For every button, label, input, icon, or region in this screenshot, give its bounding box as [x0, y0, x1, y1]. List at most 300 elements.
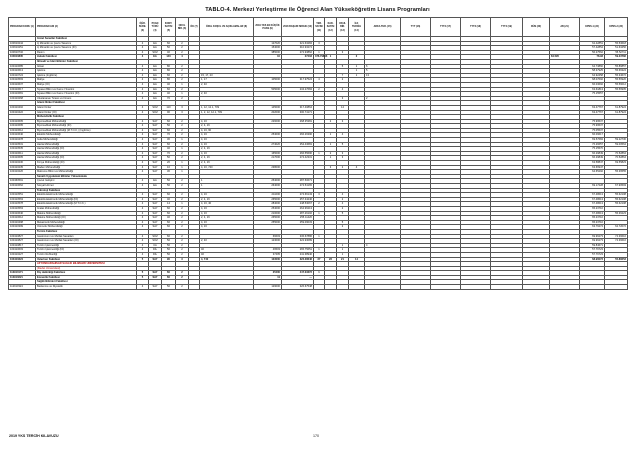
table-cell: 61.87924 [605, 105, 628, 110]
table-cell: 55.36223 [605, 211, 628, 216]
column-header: KONT. SAYISI (5) [162, 18, 176, 37]
table-cell: 40 [162, 50, 176, 55]
table-cell: 2 [176, 216, 189, 221]
table-cell: 60 [162, 119, 176, 124]
table-cell: Mekatronik Mühendisliği [36, 220, 137, 225]
table-cell: 274020 [254, 142, 282, 147]
table-cell: 266.26390 [282, 133, 314, 138]
table-cell: SÖZ [149, 105, 162, 110]
table-cell: Harita Mühendisliği [36, 142, 137, 147]
table-cell: 264000 [254, 184, 282, 189]
table-cell [431, 285, 461, 290]
table-cell: 103410422 [9, 110, 36, 115]
table-cell: EA [149, 87, 162, 92]
table-cell: 2 [176, 271, 189, 276]
table-cell: Siyaset Bilimi ve Kamu Yönetimi (İÖ) [36, 92, 137, 97]
table-cell: EA [149, 96, 162, 101]
table-cell [189, 285, 200, 290]
table-cell: 2 [325, 119, 337, 124]
table-cell: 55.88253 [605, 257, 628, 262]
table-cell: 2 [176, 193, 189, 198]
table-cell: 2 [176, 206, 189, 211]
table-cell: 1 [337, 243, 349, 248]
table-cell: SAY [149, 142, 162, 147]
table-cell: 322.28646 [282, 257, 314, 262]
table-cell: 1 [349, 73, 365, 78]
table-cell: 1 [349, 64, 365, 69]
table-cell: 1 [314, 234, 325, 239]
table-cell: SAY [149, 165, 162, 170]
table-cell: SAY [149, 216, 162, 221]
table-cell: 4 [137, 69, 149, 74]
table-cell: 336.67886 [282, 234, 314, 239]
table-cell: 4 [137, 165, 149, 170]
table-cell: 10 [162, 165, 176, 170]
table-cell: Harita Mühendisliği (İÖ) [36, 147, 137, 152]
table-cell: SÖZ [149, 110, 162, 115]
table-cell: 5 [337, 220, 349, 225]
table-cell: 75.05537 [580, 128, 605, 133]
table-cell: 68.07692 [580, 78, 605, 83]
table-cell: 67.48613 [580, 202, 605, 207]
table-cell: 274.66143 [282, 193, 314, 198]
table-cell: 2 [176, 128, 189, 133]
table-cell: EA [149, 73, 162, 78]
table-cell: 1 [176, 82, 189, 87]
table-cell: 2, 4, 16 [200, 197, 254, 202]
table-cell: 60 [162, 142, 176, 147]
table-cell: 3 [337, 119, 349, 124]
table-cell: 70 [162, 133, 176, 138]
table-cell: 65.23710 [580, 206, 605, 211]
table-cell: 226000 [254, 119, 282, 124]
table-cell: 272.93862 [282, 50, 314, 55]
table-cell: 78.93 [580, 55, 605, 60]
table-cell: 50 [162, 248, 176, 253]
table-cell: İktisadi ve İdari Bilimler Fakültesi [36, 59, 137, 64]
table-cell: SAY [149, 128, 162, 133]
table-cell: 2 [349, 55, 365, 60]
table-cell: Gastronomi ve Mutfak Sanatları (İÖ) [36, 239, 137, 244]
table-cell: EA [149, 92, 162, 97]
table-cell: 145000 [254, 105, 282, 110]
table-cell [365, 285, 401, 290]
table-cell: 103410724 [9, 73, 36, 78]
table-cell: 1 [325, 133, 337, 138]
table-cell: 10 [254, 55, 282, 60]
table-cell: 165000 [254, 151, 282, 156]
table-cell: 2 [176, 220, 189, 225]
table-cell: 210000 [254, 211, 282, 216]
table-cell: 64.73860 [580, 64, 605, 69]
table-cell: 4 [137, 234, 149, 239]
table-cell: 234.27684 [282, 87, 314, 92]
table-cell: 254000 [254, 179, 282, 184]
table-cell: SAY [149, 170, 162, 175]
column-header: DÜN (20) [523, 18, 550, 37]
table-cell: 57.76723 [580, 252, 605, 257]
table-cell: 2 [176, 124, 189, 129]
table-cell: 75.99537 [580, 119, 605, 124]
table-cell: 40 [162, 197, 176, 202]
table-cell: 103410535 [9, 147, 36, 152]
table-cell: 40 [200, 248, 254, 253]
table-cell: İslami İlimler Fakültesi [36, 101, 137, 106]
table-cell: 254.43681 [282, 142, 314, 147]
table-cell: 112910171 [9, 271, 36, 276]
table-cell: 112910221 [9, 275, 36, 280]
table-cell: SAY [149, 193, 162, 198]
table-cell: 4 [137, 82, 149, 87]
table-cell: 265.75651 [282, 248, 314, 253]
table-cell: 103410230 [9, 161, 36, 166]
table-cell: 103410531 [9, 142, 36, 147]
table-cell: Kimya Mühendisliği (İÖ) [36, 161, 137, 166]
table-cell: 55.56012 [605, 82, 628, 87]
column-header: ÖK (7) [189, 18, 200, 37]
table-cell: 317.40864 [282, 105, 314, 110]
column-header: 2018-YKS EN KÜÇÜK PUAN (9) [254, 18, 282, 37]
table-cell: 26 [325, 257, 337, 262]
column-header: TYT3 (18) [461, 18, 491, 37]
table-cell: SAY [149, 124, 162, 129]
table-cell: Biyomedikal Mühendisliği (İÖ) [36, 124, 137, 129]
table-cell: SÖZ [149, 234, 162, 239]
table-cell: 123000 [254, 257, 282, 262]
table-cell: 211000 [254, 193, 282, 198]
table-cell: 103410593 [9, 78, 36, 83]
table-cell: 65.23710 [580, 220, 605, 225]
table-cell: AFYONKARAHİSAR SAĞLIK BİLİMLERİ ÜNİVERSİTESİ [36, 262, 137, 267]
table-cell: 2 [337, 197, 349, 202]
table-cell: 74.36616 [605, 234, 628, 239]
table-cell: 13 [365, 73, 401, 78]
table-cell: 66.29849 [580, 151, 605, 156]
table-cell: 40 [162, 82, 176, 87]
table-cell: Güzel Sanatlar Fakültesi [36, 37, 137, 42]
table-cell: 4 [337, 202, 349, 207]
table-cell: 4 [137, 206, 149, 211]
table-cell: 4 [137, 147, 149, 152]
table-cell: 103410617 [9, 87, 36, 92]
table-cell: 1 [176, 165, 189, 170]
table-cell: 20 [162, 161, 176, 166]
table-cell: 75.15570 [580, 147, 605, 152]
column-header: AB (21) [550, 18, 580, 37]
table-cell: SAY [149, 206, 162, 211]
table-cell: 321.63284 [282, 41, 314, 46]
table-cell: 4, 16 [200, 142, 254, 147]
table-cell: 1 [200, 179, 254, 184]
table-cell: 4 [137, 156, 149, 161]
table-cell: 3 [337, 96, 349, 101]
table-cell: 4 [137, 248, 149, 253]
table-cell: 40 [162, 147, 176, 152]
table-cell: 2, 40 [200, 92, 254, 97]
table-cell: 50 [162, 184, 176, 189]
table-cell: 4 [137, 179, 149, 184]
table-cell: 103410563 [9, 206, 36, 211]
table-cell: Gıda Mühendisliği [36, 138, 137, 143]
table-cell: 4 [137, 161, 149, 166]
table-cell: 70.52864 [605, 156, 628, 161]
table-cell: Turizm Fakültesi [36, 229, 137, 234]
table-cell: 84.595 [550, 55, 580, 60]
table-cell: Maliye (İÖ) [36, 82, 137, 87]
table-cell: 103410551 [9, 193, 36, 198]
table-cell: 103410226 [9, 170, 36, 175]
table-cell: 3 [337, 156, 349, 161]
table-cell: 447.03372 [282, 271, 314, 276]
table-cell: 4 [137, 46, 149, 51]
table-cell: 57.42854 [580, 46, 605, 51]
table-cell: 2 [176, 211, 189, 216]
table-cell: 103410817 [9, 243, 36, 248]
table-cell: 63.47767 [580, 110, 605, 115]
column-header: KPSS-2 (23) [605, 18, 628, 37]
table-cell [349, 285, 365, 290]
table-cell: EA [149, 41, 162, 46]
table-cell: 63.58847 [580, 161, 605, 166]
table-cell: SAY [149, 202, 162, 207]
table-cell: 3 [337, 50, 349, 55]
table-cell: 27403 [282, 55, 314, 60]
table-cell [401, 285, 431, 290]
table-cell: İktisat [36, 64, 137, 69]
table-cell: 2, 4, 16 [200, 161, 254, 166]
table-cell: 4 [137, 211, 149, 216]
table-cell: 1 [176, 147, 189, 152]
table-cell: 60 [162, 271, 176, 276]
table-cell: 103410613 [9, 69, 36, 74]
table-cell: 264.96213 [282, 206, 314, 211]
table-cell: 4 [137, 50, 149, 55]
table-cell: Resim [36, 50, 137, 55]
table-cell: 14 [162, 202, 176, 207]
table-cell: 2 [176, 64, 189, 69]
table-cell: 60 [162, 225, 176, 230]
table-cell: 103610251 [9, 46, 36, 51]
table-cell: 2 [176, 179, 189, 184]
table-cell: Turizm İşletmeciliği [36, 243, 137, 248]
table-cell: 67.48613 [580, 197, 605, 202]
table-cell: Maden Mühendisliği [36, 165, 137, 170]
table-cell: 2 [176, 46, 189, 51]
table-cell: 1 [200, 184, 254, 189]
table-cell: 268.35381 [282, 119, 314, 124]
table-cell: 55.36555 [605, 170, 628, 175]
table-cell: 265000 [254, 216, 282, 221]
table-cell: SAY [149, 271, 162, 276]
table-cell: 80 [162, 64, 176, 69]
table-cell: SAY [149, 156, 162, 161]
table-cell: 5 [137, 275, 149, 280]
table-cell: SAY [149, 147, 162, 152]
table-cell: 50 [162, 285, 176, 290]
column-header: ÖZEL KOŞUL VE AÇIKLAMALAR (8) [200, 18, 254, 37]
table-cell: 1 [176, 161, 189, 166]
table-cell: 2, 4, 16 [200, 124, 254, 129]
table-cell: 2 [176, 252, 189, 257]
table-cell: İç Mimarlık ve Çevre Tasarımı (İÖ) [36, 46, 137, 51]
table-cell: 505000 [254, 87, 282, 92]
table-cell: 4 [337, 87, 349, 92]
table-cell: Sanatlı Uygulamalı Bilimler Yüksekokulu [36, 174, 137, 179]
table-cell: 1 [176, 170, 189, 175]
table-cell: 5 [137, 271, 149, 276]
table-cell: 3 [176, 105, 189, 110]
table-cell: 2, 4, 16 [200, 156, 254, 161]
table-cell: 40 [162, 92, 176, 97]
table-cell: Elektrik Mühendisliği [36, 133, 137, 138]
table-cell: 60 [162, 220, 176, 225]
table-cell: EA [149, 69, 162, 74]
table-cell: 103610835 [9, 55, 36, 60]
table-cell: 3 [314, 41, 325, 46]
table-cell: 4 [176, 55, 189, 60]
table-cell: 1 [314, 151, 325, 156]
table-cell: 4 [137, 92, 149, 97]
table-cell: CA [149, 243, 162, 248]
table-cell [314, 285, 325, 290]
table-cell: 2 [176, 151, 189, 156]
table-cell: 2, 40 [200, 239, 254, 244]
table-cell: Eczacılık Fakültesi [36, 275, 137, 280]
table-cell: 90 [162, 110, 176, 115]
table-cell: 80 [162, 78, 176, 83]
table-cell: 51.63456 [605, 46, 628, 51]
table-cell: 4 [137, 138, 149, 143]
table-cell [550, 285, 580, 290]
table-cell: 2 [337, 206, 349, 211]
table-cell: 2 [176, 184, 189, 189]
table-cell: 15, 17, 23 [200, 73, 254, 78]
table-cell: Sosyal Hizmet [36, 184, 137, 189]
table-cell: Mühendislik Fakültesi [36, 115, 137, 120]
table-cell: 241.38940 [282, 252, 314, 257]
table-cell: Hukuk Fakültesi [36, 55, 137, 60]
table-cell: 5 [137, 257, 149, 262]
table-cell: SAY [149, 197, 162, 202]
table-cell: 4 [137, 128, 149, 133]
table-cell: Elektrik-Elektronik Mühendisliği [36, 193, 137, 198]
table-cell: 69.17228 [580, 184, 605, 189]
table-cell: 2, 4, 16 [200, 147, 254, 152]
table-cell: 50 [162, 46, 176, 51]
table-cell: 103610732 [9, 50, 36, 55]
table-cell: 103410402 [9, 105, 36, 110]
table-cell: Çocuk Gelişimi [36, 179, 137, 184]
table-cell: 60 [162, 87, 176, 92]
table-cell: Siyaset Bilimi ve Kamu Yönetimi [36, 87, 137, 92]
table-cell: 2 [176, 156, 189, 161]
table-cell: 5 [365, 69, 401, 74]
table-cell: Malzeme Bilimi ve Mühendisliği [36, 170, 137, 175]
table-cell: 7 [337, 73, 349, 78]
table-cell: 123000 [254, 239, 282, 244]
table-cell: 2 [176, 41, 189, 46]
table-cell: 59.84671 [580, 243, 605, 248]
table-cell: DİL [149, 252, 162, 257]
table-cell: 61.87924 [605, 110, 628, 115]
table-cell: 103410662 [9, 184, 36, 189]
table-cell: 63.66947 [580, 165, 605, 170]
table-cell: 385000 [254, 50, 282, 55]
table-cell: 4 [337, 193, 349, 198]
column-header: 2018 BAŞARI SIRASI (10) [282, 18, 314, 37]
table-cell: 105000 [254, 78, 282, 83]
table-cell: 103410612 [9, 128, 36, 133]
table-cell: 25400 [254, 271, 282, 276]
table-cell: İşletme (İngilizce) [36, 73, 137, 78]
table-cell: 4, 16 [200, 119, 254, 124]
table-cell: 6 [365, 64, 401, 69]
table-cell: 4, 740 [200, 257, 254, 262]
table-cell: 1 [314, 248, 325, 253]
column-header: KPSS-1 (22) [580, 18, 605, 37]
table-cell: 4 [349, 165, 365, 170]
table-cell: 287.50671 [282, 179, 314, 184]
table-cell: 4, 16 [200, 151, 254, 156]
table-cell: 103410578 [9, 202, 36, 207]
table-cell: 4 [137, 124, 149, 129]
table-cell: 14 [337, 105, 349, 110]
table-cell: İşletme [36, 69, 137, 74]
table-cell: 1 [176, 202, 189, 207]
table-cell: 1 [314, 50, 325, 55]
table-cell: 1 [325, 156, 337, 161]
table-cell: EA [149, 82, 162, 87]
table-cell: 67.90593 [605, 184, 628, 189]
column-header: TYT4 (19) [491, 18, 523, 37]
table-cell: 1 [325, 142, 337, 147]
table-cell: 4 [137, 133, 149, 138]
table-cell: 55.66324 [605, 69, 628, 74]
footer-guide-title: 2019 YKS TERCİH KILAVUZU [9, 434, 59, 438]
table-cell: 310.93274 [282, 46, 314, 51]
table-cell: 103410605 [9, 119, 36, 124]
table-cell: 103410498 [9, 220, 36, 225]
table-row [9, 285, 628, 290]
table-cell: 69.57684 [580, 138, 605, 143]
table-cell: EA [149, 179, 162, 184]
table-cell: 322.93089 [282, 239, 314, 244]
table-cell: SAY [149, 285, 162, 290]
table-cell: 2 [176, 285, 189, 290]
table-cell: SAY [149, 225, 162, 230]
table-cell: 103410681 [9, 92, 36, 97]
table-cell: 103410827 [9, 234, 36, 239]
table-cell: 60 [162, 206, 176, 211]
table-cell: 4 [137, 87, 149, 92]
table-cell: İç Mimarlık ve Çevre Tasarımı [36, 41, 137, 46]
table-cell [491, 285, 523, 290]
table-cell: 103410478 [9, 138, 36, 143]
table-cell: 59.23782 [605, 55, 628, 60]
table-cell: 50 [162, 124, 176, 129]
table-cell: 60 [162, 73, 176, 78]
table-cell: 11 [254, 275, 282, 280]
table-cell [325, 285, 337, 290]
table-cell: 257.34246 [282, 197, 314, 202]
table-cell: Turizm İşletmeciliği (İÖ) [36, 248, 137, 253]
table-cell: 4 [137, 41, 149, 46]
column-header: TYT (16) [401, 18, 431, 37]
table-cell: 76.26657 [580, 142, 605, 147]
table-cell: SAY [149, 138, 162, 143]
table-cell: 3 [314, 193, 325, 198]
table-cell: 1 [176, 138, 189, 143]
